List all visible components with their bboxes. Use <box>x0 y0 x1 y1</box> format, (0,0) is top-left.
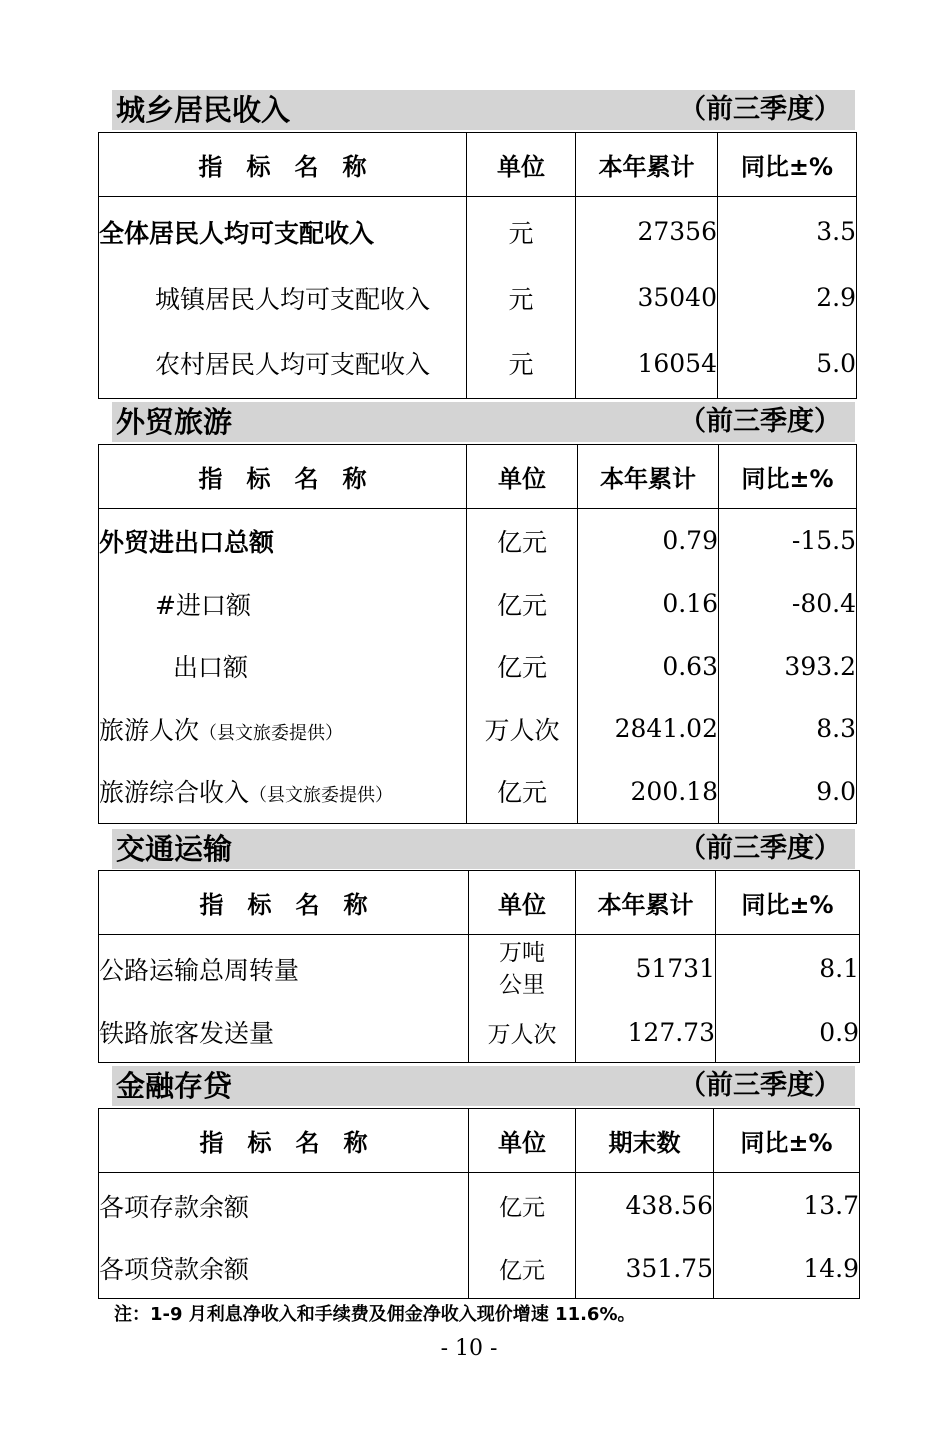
row-yoy: 8.3 <box>719 698 857 760</box>
table-header-row <box>99 1109 860 1173</box>
header-value: 期末数 <box>576 1109 714 1173</box>
row-yoy: 393.2 <box>719 635 857 698</box>
section-header-income <box>112 90 855 130</box>
trade-tourism-table <box>98 444 857 824</box>
row-value: 51731 <box>576 935 716 1003</box>
section-period: （前三季度） <box>679 833 841 864</box>
table-row <box>99 1173 860 1239</box>
section-title: 城乡居民收入 <box>116 93 291 127</box>
row-name-note: （县文旅委提供） <box>199 722 344 744</box>
header-yoy: 同比±% <box>714 1109 860 1173</box>
table-row <box>99 573 857 635</box>
header-name: 指 标 名 称 <box>99 445 467 509</box>
table-header-row <box>99 133 857 197</box>
section-title: 金融存贷 <box>116 1069 233 1103</box>
row-value: 351.75 <box>576 1239 714 1299</box>
table-row <box>99 197 857 267</box>
table-header-row <box>99 445 857 509</box>
row-name: #进口额 <box>99 573 467 635</box>
header-unit: 单位 <box>469 1109 576 1173</box>
row-value: 35040 <box>576 267 718 329</box>
header-name: 指 标 名 称 <box>99 133 467 197</box>
row-unit: 元 <box>467 197 576 267</box>
row-value: 0.63 <box>578 635 719 698</box>
row-name: 各项贷款余额 <box>99 1239 469 1299</box>
table-row <box>99 935 860 1003</box>
section-title: 交通运输 <box>116 832 233 866</box>
row-name: 城镇居民人均可支配收入 <box>99 267 467 329</box>
row-unit: 亿元 <box>467 760 578 824</box>
section-header-finance <box>112 1066 855 1106</box>
row-unit-line1: 万吨 <box>499 939 545 966</box>
header-yoy: 同比±% <box>719 445 857 509</box>
table-row <box>99 329 857 399</box>
row-yoy: -80.4 <box>719 573 857 635</box>
table-row <box>99 509 857 573</box>
table-header-row <box>99 871 860 935</box>
section-period: （前三季度） <box>679 406 841 437</box>
row-unit: 亿元 <box>467 573 578 635</box>
section-title: 外贸旅游 <box>116 405 233 439</box>
section-period: （前三季度） <box>679 94 841 125</box>
header-yoy: 同比±% <box>716 871 860 935</box>
section-header-trade-tourism <box>112 402 855 442</box>
row-name: 外贸进出口总额 <box>99 509 467 573</box>
row-unit: 亿元 <box>467 635 578 698</box>
row-unit: 亿元 <box>469 1239 576 1299</box>
row-name-note: （县文旅委提供） <box>249 785 394 807</box>
table-row <box>99 267 857 329</box>
row-yoy: 3.5 <box>718 197 857 267</box>
row-name <box>99 760 467 824</box>
transport-table <box>98 870 860 1063</box>
row-unit: 元 <box>467 329 576 399</box>
row-yoy: 8.1 <box>716 935 860 1003</box>
row-name: 全体居民人均可支配收入 <box>99 197 467 267</box>
row-yoy: 9.0 <box>719 760 857 824</box>
row-yoy: 5.0 <box>718 329 857 399</box>
row-value: 438.56 <box>576 1173 714 1239</box>
row-yoy: 13.7 <box>714 1173 860 1239</box>
page-number: - 10 - <box>440 1336 498 1361</box>
row-unit: 万人次 <box>467 698 578 760</box>
header-unit: 单位 <box>469 871 576 935</box>
row-name-text: 旅游综合收入 <box>99 778 250 808</box>
header-value: 本年累计 <box>578 445 719 509</box>
header-name: 指 标 名 称 <box>99 1109 469 1173</box>
row-unit <box>469 935 576 1003</box>
row-unit: 亿元 <box>469 1173 576 1239</box>
row-unit-line2: 公里 <box>499 971 545 998</box>
row-value: 0.79 <box>578 509 719 573</box>
header-name: 指 标 名 称 <box>99 871 469 935</box>
row-yoy: -15.5 <box>719 509 857 573</box>
row-name-text: 旅游人次 <box>99 715 200 745</box>
row-yoy: 0.9 <box>716 1003 860 1063</box>
row-name: 公路运输总周转量 <box>99 935 469 1003</box>
section-header-transport <box>112 829 855 869</box>
row-name: 铁路旅客发送量 <box>99 1003 469 1063</box>
row-yoy: 2.9 <box>718 267 857 329</box>
table-row <box>99 635 857 698</box>
row-name: 农村居民人均可支配收入 <box>99 329 467 399</box>
row-value: 0.16 <box>578 573 719 635</box>
row-value: 16054 <box>576 329 718 399</box>
section-period: （前三季度） <box>679 1070 841 1101</box>
table-row <box>99 1003 860 1063</box>
footnote: 注：1-9 月利息净收入和手续费及佣金净收入现价增速 11.6%。 <box>114 1304 636 1325</box>
header-value: 本年累计 <box>576 133 718 197</box>
table-row <box>99 1239 860 1299</box>
header-value: 本年累计 <box>576 871 716 935</box>
header-unit: 单位 <box>467 445 578 509</box>
row-value: 27356 <box>576 197 718 267</box>
row-unit: 万人次 <box>469 1003 576 1063</box>
row-value: 200.18 <box>578 760 719 824</box>
table-row <box>99 760 857 824</box>
table-row <box>99 698 857 760</box>
header-yoy: 同比±% <box>718 133 857 197</box>
row-unit: 元 <box>467 267 576 329</box>
row-unit: 亿元 <box>467 509 578 573</box>
row-name: 出口额 <box>99 635 467 698</box>
row-value: 127.73 <box>576 1003 716 1063</box>
row-value: 2841.02 <box>578 698 719 760</box>
finance-table <box>98 1108 860 1299</box>
row-name: 各项存款余额 <box>99 1173 469 1239</box>
header-unit: 单位 <box>467 133 576 197</box>
row-yoy: 14.9 <box>714 1239 860 1299</box>
row-name <box>99 698 467 760</box>
income-table <box>98 132 857 399</box>
